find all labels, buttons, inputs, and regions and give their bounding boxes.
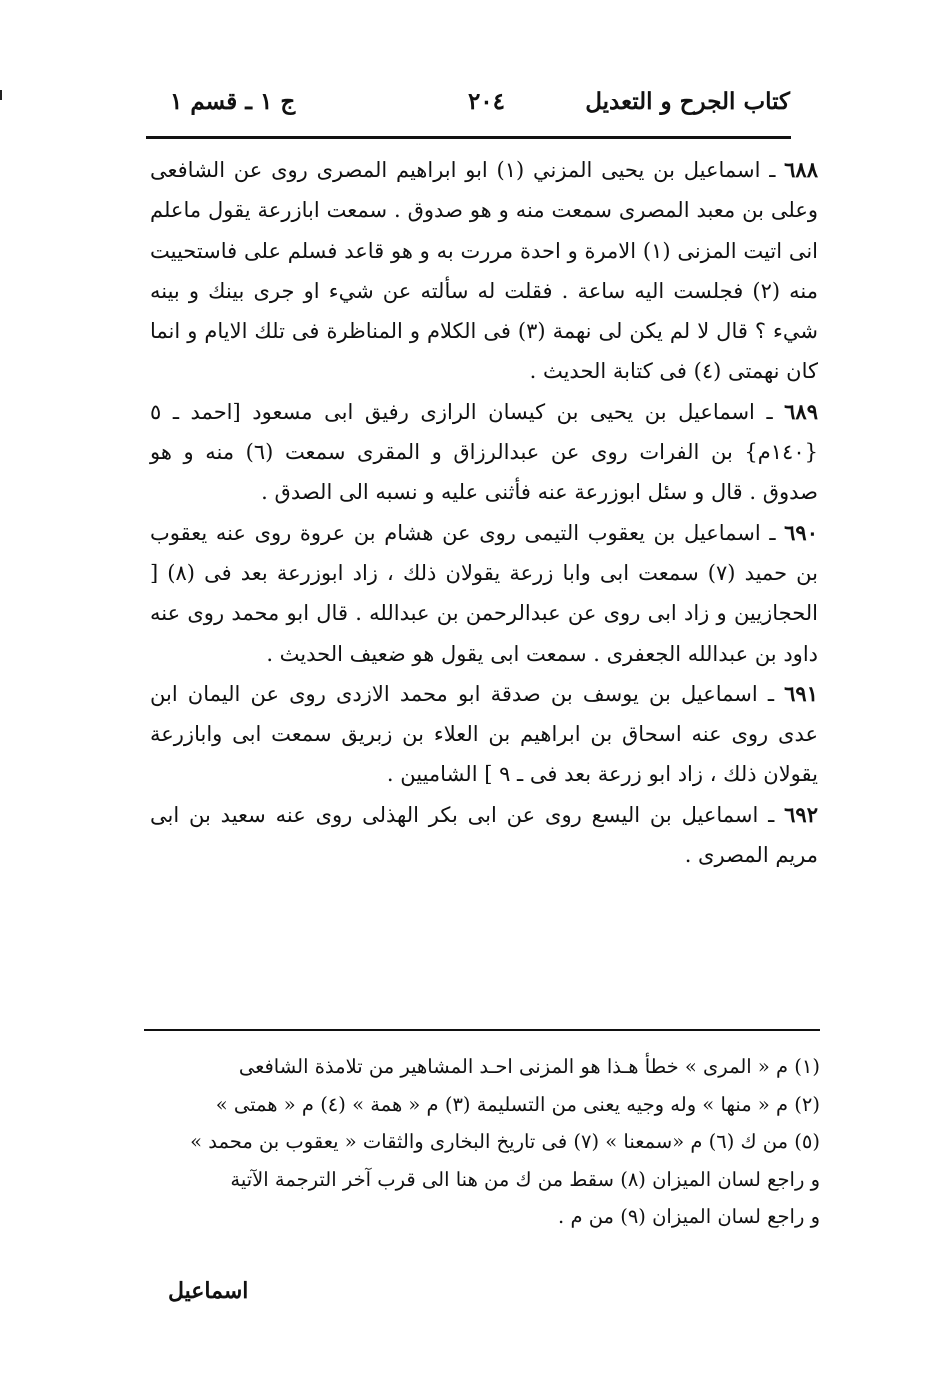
book-title: كتاب الجرح و التعديل [585, 88, 790, 115]
footnote-line: (١) م « المرى » خطأ هـذا هو المزنى احـد المشاهير من تلامذة الشافعى [238, 1055, 820, 1078]
entry-text: ـ اسماعيل بن يعقوب التيمى روى عن هشام بن عروة روى عنه يعقوب بن حميد (٧) سمعت ابى وابا زرعة يقولان ذلك ، زاد ابوزرعة بعد فى (٨) [ الحجازيين و زاد ابى روى عن عبدالرحمن بن عبدالله . قال ابو محمد روى عنه داود بن عبدالله الجعفرى . سمعت ابى يقول هو ضعيف الحديث . [150, 520, 819, 666]
entry-690 [150, 513, 818, 674]
entry-number: ٦٩٢ [784, 801, 818, 827]
main-text [150, 150, 818, 875]
entry-text: ـ اسماعيل بن اليسع روى عن ابى بكر الهذلى روى عنه سعيد بن ابى مريم المصرى . [150, 802, 818, 868]
footnote-line: و راجع لسان الميزان (٩) من م . [558, 1205, 820, 1228]
entry-text: ـ اسماعيل بن يوسف بن صدقة ابو محمد الازدى روى عن اليمان ابن عدى روى عنه اسحاق بن ابراهيم بن العلاء بن زبريق سمعت ابى وابازرعة يقولان ذلك ، زاد ابو زرعة بعد فى ـ ٩ ] الشاميين . [150, 681, 818, 787]
footnote-line: (٢) م « منها » وله وجيه يعنى من التسليمة (٣) م « همة » (٤) م « همتى » [215, 1092, 820, 1116]
footnotes [148, 1048, 820, 1236]
running-header [148, 82, 790, 126]
footnote-line: و راجع لسان الميزان (٨) سقط من ك من هنا الى قرب آخر الترجمة الآتية [230, 1167, 820, 1191]
footnote-line: (٥) من ك (٦) م «سمعنا » (٧) فى تاريخ البخارى والثقات « يعقوب بن محمد » [190, 1130, 820, 1153]
entry-689 [150, 392, 818, 513]
entry-number: ٦٨٨ [784, 157, 818, 182]
entry-number: ٦٨٩ [784, 398, 818, 424]
footnote-rule [144, 1029, 820, 1031]
entry-text: ـ اسماعيل بن يحيى بن كيسان الرازى رفيق ابى مسعود [احمد ـ ٥ {١٤٠م} بن الفرات روى عن عبدالرزاق و المقرى سمعت (٦) منه و هو صدوق . قال و سئل ابوزرعة عنه فأثنى عليه و نسبه الى الصدق . [150, 399, 818, 505]
entry-688 [150, 150, 818, 392]
entry-692 [150, 795, 818, 876]
header-rule [146, 136, 791, 139]
entry-number: ٦٩٠ [784, 519, 818, 545]
page-number: ٢٠٤ [467, 88, 505, 115]
entry-text: ـ اسماعيل بن يحيى المزني (١) ابو ابراهيم المصرى روى عن الشافعى وعلى بن معبد المصرى سمعت منه و هو صدوق . سمعت ابازرعة يقول ماعلم انى اتيت المزنى (١) الامرة و احدة مررت به و هو قاعد فسلم على فاستحييت منه (٢) فجلست اليه ساعة . فقلت له سألته عن شيء او جرى بينك و بينه شيء ؟ قال لا لم يكن لى نهمة (٣) فى الكلام و المناظرة فى تلك الايام و انما كان نهمتى (٤) فى كتابة الحديث . [150, 158, 819, 384]
entry-number: ٦٩١ [784, 680, 818, 706]
volume-part-label: ج ١ ـ قسم ١ [170, 88, 296, 115]
scan-edge-mark [0, 90, 2, 100]
catchword: اسماعيل [168, 1278, 249, 1304]
entry-691 [150, 674, 818, 795]
